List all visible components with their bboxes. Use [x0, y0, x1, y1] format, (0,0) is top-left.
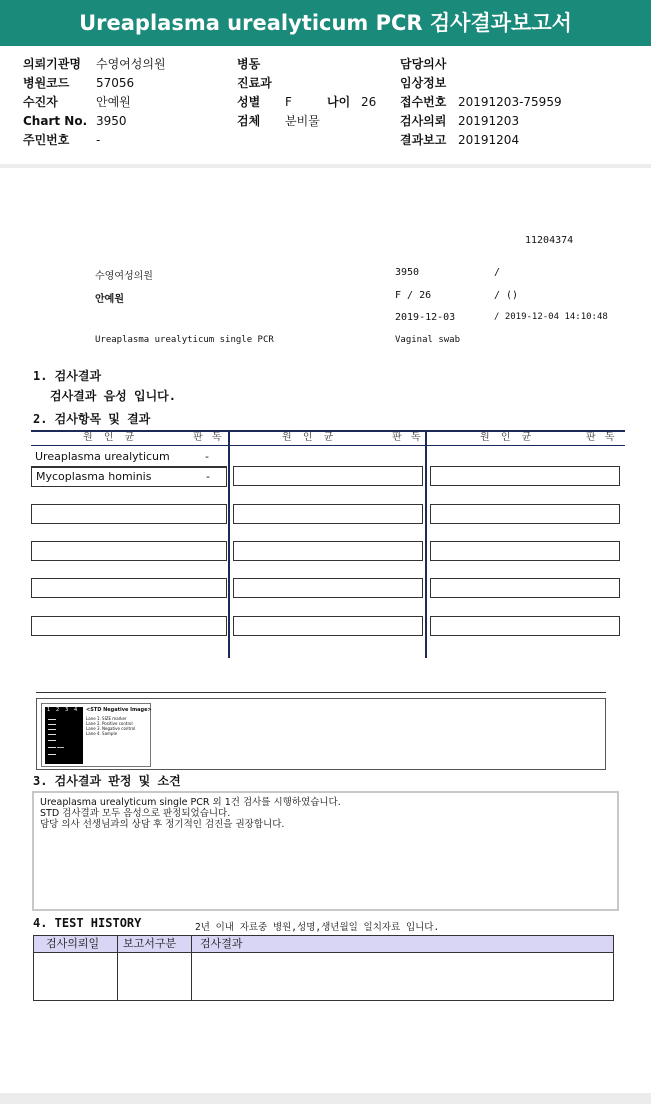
table-divider-2 [425, 430, 427, 658]
column-org-label: 원 인 균 [480, 432, 536, 443]
ladder-band [48, 734, 56, 735]
specimen-label: 검체 [237, 114, 261, 128]
receipt-label: 접수번호 [400, 95, 447, 109]
report-institution: 수영여성의원 [95, 271, 153, 282]
ladder-band [48, 754, 56, 755]
table-row [31, 467, 227, 487]
report-label: 결과보고 [400, 133, 447, 147]
opinion-line: 담당 의사 선생님과의 상담 후 정기적인 검진을 권장합니다. [40, 819, 285, 830]
section1-text: 검사결과 음성 입니다. [50, 389, 177, 403]
opinion-line: STD 검사결과 모두 음성으로 판정되었습니다. [40, 808, 231, 819]
report-chart-slash: / [494, 267, 501, 278]
sex-value: F [285, 95, 292, 109]
specimen-value: 분비물 [285, 114, 320, 128]
section1-heading: 1. 검사결과 [33, 369, 102, 383]
history-divider [191, 935, 192, 1001]
report-sheet [0, 168, 651, 1093]
table-head-rule [31, 445, 625, 446]
column-header-1 [31, 431, 227, 445]
empty-cell [31, 578, 227, 598]
institution-label: 의뢰기관명 [23, 57, 81, 71]
hospital-code-label: 병원코드 [23, 76, 70, 90]
report-sex-age-slash: / () [494, 290, 519, 301]
lane-number: 4 [74, 707, 78, 713]
history-note: 2년 이내 자료중 병원,성명,생년월일 일치자료 입니다. [195, 922, 440, 933]
lane-number: 2 [56, 707, 60, 713]
gel-caption-title: <STD Negative Image> [86, 707, 152, 713]
receipt-value: 20191203-75959 [458, 95, 562, 109]
column-header-2 [230, 431, 426, 445]
gel-thumbnail [41, 703, 151, 767]
report-title: Ureaplasma urealyticum PCR 검사결과보고서 [0, 0, 651, 46]
organism-name: Ureaplasma urealyticum [35, 450, 170, 463]
column-judge-label: 판 독 [392, 432, 424, 443]
patient-label: 수진자 [23, 95, 58, 109]
gel-caption-line: Lane 3. Negative control [86, 726, 136, 731]
history-table-body [33, 953, 614, 1001]
results-table [31, 430, 625, 660]
request-label: 검사의뢰 [400, 114, 447, 128]
history-col-request-date: 검사의뢰일 [46, 937, 100, 950]
column-judge-label: 판 독 [193, 432, 225, 443]
empty-cell [430, 466, 620, 486]
report-value: 20191204 [458, 133, 520, 147]
dept-label: 진료과 [237, 76, 272, 90]
report-date-request: 2019-12-03 [395, 312, 456, 323]
history-col-result: 검사결과 [200, 937, 243, 950]
table-row [31, 448, 227, 466]
empty-cell [430, 578, 620, 598]
report-specimen: Vaginal swab [395, 335, 461, 345]
report-chart: 3950 [395, 267, 420, 278]
empty-cell [233, 504, 423, 524]
section4-heading: 4. TEST HISTORY [33, 916, 142, 930]
column-header-3 [428, 431, 624, 445]
ladder-band [48, 724, 56, 725]
hospital-code-value: 57056 [96, 76, 135, 90]
sex-label: 성별 [237, 95, 261, 109]
organism-result: - [205, 450, 209, 463]
report-date-result: / 2019-12-04 14:10:48 [494, 312, 608, 322]
ward-label: 병동 [237, 57, 261, 71]
empty-cell [233, 541, 423, 561]
control-band [57, 747, 64, 748]
empty-cell [31, 541, 227, 561]
chart-value: 3950 [96, 114, 127, 128]
lane-number: 3 [65, 707, 69, 713]
ladder-band [48, 740, 56, 741]
column-org-label: 원 인 균 [282, 432, 338, 443]
ladder-band [48, 729, 56, 730]
age-label: 나이 [327, 95, 351, 109]
opinion-line: Ureaplasma urealyticum single PCR 외 1건 검사를 시행하였습니다. [40, 797, 341, 808]
report-patient: 안예원 [95, 294, 124, 305]
patient-value: 안예원 [96, 95, 131, 109]
age-value: 26 [361, 95, 377, 109]
report-test-name: Ureaplasma urealyticum single PCR [95, 335, 274, 345]
chart-label: Chart No. [23, 114, 88, 128]
ladder-band [48, 747, 56, 748]
empty-cell [31, 504, 227, 524]
organism-result: - [206, 470, 210, 483]
report-number: 11204374 [525, 235, 574, 246]
section3-heading: 3. 검사결과 판정 및 소견 [33, 774, 181, 788]
opinion-box [32, 791, 619, 911]
lane-number: 1 [47, 707, 51, 713]
empty-cell [31, 616, 227, 636]
institution-value: 수영여성의원 [96, 57, 166, 71]
empty-cell [430, 504, 620, 524]
history-divider [117, 935, 118, 1001]
empty-cell [233, 616, 423, 636]
ladder-band [48, 719, 56, 720]
header-info [0, 46, 651, 164]
section2-heading: 2. 검사항목 및 결과 [33, 412, 151, 426]
history-table-header [33, 935, 614, 953]
id-value: - [96, 133, 101, 147]
clinical-label: 임상정보 [400, 76, 447, 90]
id-label: 주민번호 [23, 133, 70, 147]
gel-caption-line: Lane 2. Positive control [86, 721, 133, 726]
request-value: 20191203 [458, 114, 520, 128]
gel-caption-line: Lane 1. SIZE marker [86, 716, 127, 721]
empty-cell [233, 578, 423, 598]
gel-electrophoresis-image [45, 707, 83, 764]
gel-image-box [36, 698, 606, 770]
table-divider-1 [228, 430, 230, 658]
organism-name: Mycoplasma hominis [36, 470, 152, 483]
empty-cell [430, 616, 620, 636]
report-sex-age: F / 26 [395, 290, 432, 301]
doctor-label: 담당의사 [400, 57, 447, 71]
column-org-label: 원 인 균 [83, 432, 139, 443]
column-judge-label: 판 독 [586, 432, 618, 443]
gel-caption-line: Lane 4. Sample [86, 731, 118, 736]
history-col-report-type: 보고서구분 [123, 937, 177, 950]
empty-cell [430, 541, 620, 561]
empty-cell [233, 466, 423, 486]
